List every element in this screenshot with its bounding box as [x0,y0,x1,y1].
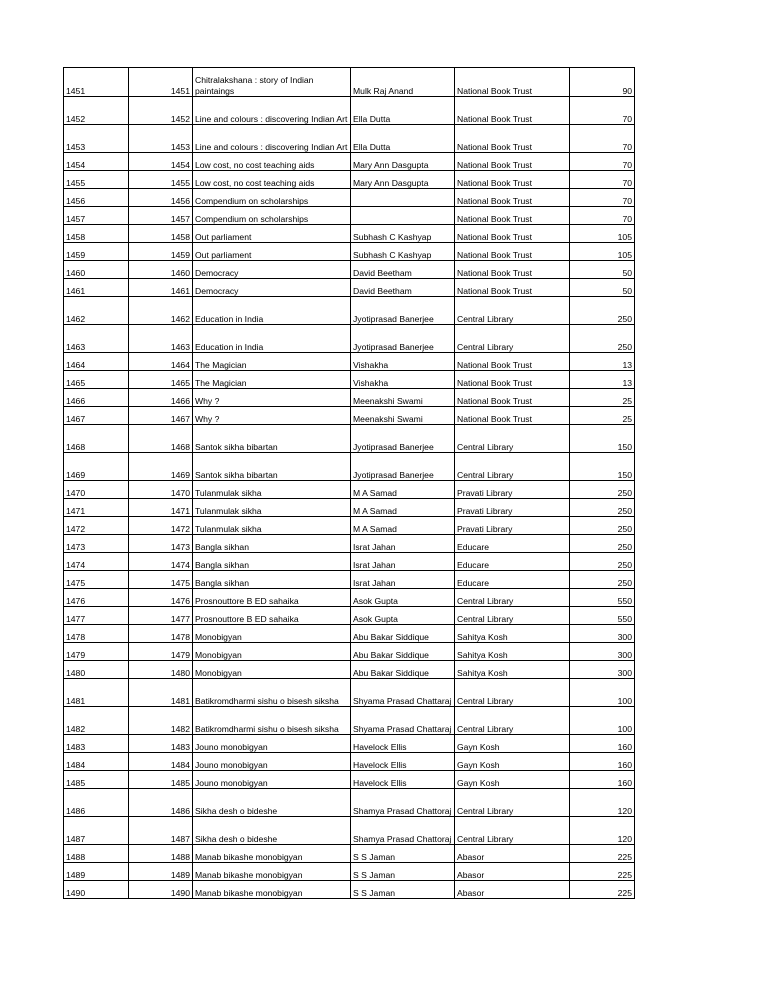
price-cell: 160 [570,753,635,771]
accession-cell: 1472 [129,517,193,535]
table-row [64,553,635,571]
publisher-cell: Central Library [455,325,570,353]
author-cell: Vishakha [351,353,455,371]
price-cell: 70 [570,207,635,225]
serial-cell: 1487 [64,817,129,845]
table-row [64,881,635,899]
price-cell: 250 [570,499,635,517]
publisher-cell: National Book Trust [455,261,570,279]
author-cell: Abu Bakar Siddique [351,625,455,643]
table-row [64,625,635,643]
accession-cell: 1468 [129,425,193,453]
price-cell: 160 [570,735,635,753]
publisher-cell: Central Library [455,817,570,845]
table-row [64,607,635,625]
title-cell: Jouno monobigyan [193,735,351,753]
serial-cell: 1459 [64,243,129,261]
price-cell: 50 [570,261,635,279]
title-cell: Santok sikha bibartan [193,425,351,453]
serial-cell: 1455 [64,171,129,189]
price-cell: 13 [570,371,635,389]
accession-cell: 1477 [129,607,193,625]
price-cell: 105 [570,225,635,243]
price-cell: 160 [570,771,635,789]
title-cell: Manab bikashe monobigyan [193,881,351,899]
publisher-cell: National Book Trust [455,279,570,297]
accession-cell: 1480 [129,661,193,679]
table-row [64,571,635,589]
price-cell: 150 [570,453,635,481]
publisher-cell: National Book Trust [455,125,570,153]
accession-cell: 1452 [129,97,193,125]
title-cell: Monobigyan [193,625,351,643]
title-cell: Bangla sikhan [193,553,351,571]
accession-cell: 1488 [129,845,193,863]
serial-cell: 1470 [64,481,129,499]
serial-cell: 1476 [64,589,129,607]
title-cell: Compendium on scholarships [193,189,351,207]
accession-cell: 1469 [129,453,193,481]
table-row [64,353,635,371]
table-row [64,863,635,881]
publisher-cell: Central Library [455,607,570,625]
author-cell: Israt Jahan [351,571,455,589]
table-row [64,97,635,125]
publisher-cell: National Book Trust [455,171,570,189]
title-cell: Tulanmulak sikha [193,499,351,517]
table-row [64,225,635,243]
serial-cell: 1478 [64,625,129,643]
publisher-cell: Gayn Kosh [455,771,570,789]
price-cell: 70 [570,153,635,171]
price-cell: 250 [570,325,635,353]
title-cell: Santok sikha bibartan [193,453,351,481]
author-cell [351,207,455,225]
table-row [64,261,635,279]
serial-cell: 1488 [64,845,129,863]
publisher-cell: Central Library [455,679,570,707]
accession-cell: 1457 [129,207,193,225]
author-cell: Meenakshi Swami [351,407,455,425]
author-cell: Asok Gupta [351,589,455,607]
author-cell: M A Samad [351,517,455,535]
serial-cell: 1484 [64,753,129,771]
publisher-cell: Educare [455,535,570,553]
accession-cell: 1456 [129,189,193,207]
table-row [64,453,635,481]
title-cell: Manab bikashe monobigyan [193,863,351,881]
author-cell: M A Samad [351,499,455,517]
accession-cell: 1479 [129,643,193,661]
serial-cell: 1468 [64,425,129,453]
price-cell: 25 [570,407,635,425]
serial-cell: 1489 [64,863,129,881]
publisher-cell: National Book Trust [455,97,570,125]
publisher-cell: National Book Trust [455,407,570,425]
serial-cell: 1471 [64,499,129,517]
publisher-cell: Abasor [455,845,570,863]
title-cell: Monobigyan [193,643,351,661]
title-cell: Tulanmulak sikha [193,481,351,499]
price-cell: 120 [570,817,635,845]
publisher-cell: National Book Trust [455,389,570,407]
publisher-cell: Pravati Library [455,517,570,535]
publisher-cell: Sahitya Kosh [455,625,570,643]
serial-cell: 1465 [64,371,129,389]
author-cell: Mulk Raj Anand [351,68,455,97]
table-row [64,243,635,261]
serial-cell: 1467 [64,407,129,425]
catalog-body [64,68,635,899]
serial-cell: 1477 [64,607,129,625]
publisher-cell: Educare [455,553,570,571]
accession-cell: 1458 [129,225,193,243]
accession-cell: 1489 [129,863,193,881]
price-cell: 90 [570,68,635,97]
serial-cell: 1486 [64,789,129,817]
table-row [64,189,635,207]
author-cell: Vishakha [351,371,455,389]
price-cell: 120 [570,789,635,817]
serial-cell: 1451 [64,68,129,97]
price-cell: 70 [570,97,635,125]
table-row [64,481,635,499]
publisher-cell: Abasor [455,863,570,881]
serial-cell: 1461 [64,279,129,297]
serial-cell: 1460 [64,261,129,279]
table-row [64,535,635,553]
serial-cell: 1469 [64,453,129,481]
publisher-cell: Gayn Kosh [455,753,570,771]
title-cell: Jouno monobigyan [193,771,351,789]
author-cell: Shyama Prasad Chattaraj [351,679,455,707]
serial-cell: 1453 [64,125,129,153]
publisher-cell: National Book Trust [455,371,570,389]
author-cell: S S Jaman [351,845,455,863]
accession-cell: 1461 [129,279,193,297]
title-cell: Democracy [193,279,351,297]
author-cell: Mary Ann Dasgupta [351,153,455,171]
publisher-cell: National Book Trust [455,353,570,371]
publisher-cell: Pravati Library [455,481,570,499]
price-cell: 105 [570,243,635,261]
accession-cell: 1490 [129,881,193,899]
author-cell: Shyama Prasad Chattaraj [351,707,455,735]
author-cell: Jyotiprasad Banerjee [351,325,455,353]
publisher-cell: National Book Trust [455,153,570,171]
table-row [64,707,635,735]
price-cell: 100 [570,679,635,707]
author-cell: M A Samad [351,481,455,499]
price-cell: 70 [570,171,635,189]
serial-cell: 1463 [64,325,129,353]
publisher-cell: Sahitya Kosh [455,643,570,661]
title-cell: Batikromdharmi sishu o bisesh siksha [193,679,351,707]
serial-cell: 1456 [64,189,129,207]
accession-cell: 1482 [129,707,193,735]
publisher-cell: Central Library [455,789,570,817]
table-row [64,517,635,535]
serial-cell: 1466 [64,389,129,407]
author-cell: Havelock Ellis [351,753,455,771]
serial-cell: 1454 [64,153,129,171]
accession-cell: 1481 [129,679,193,707]
publisher-cell: Central Library [455,707,570,735]
accession-cell: 1451 [129,68,193,97]
accession-cell: 1465 [129,371,193,389]
author-cell: Meenakshi Swami [351,389,455,407]
price-cell: 150 [570,425,635,453]
author-cell: Shamya Prasad Chattoraj [351,817,455,845]
title-cell: Bangla sikhan [193,571,351,589]
title-cell: Manab bikashe monobigyan [193,845,351,863]
accession-cell: 1466 [129,389,193,407]
price-cell: 50 [570,279,635,297]
table-row [64,643,635,661]
price-cell: 300 [570,643,635,661]
price-cell: 225 [570,881,635,899]
serial-cell: 1472 [64,517,129,535]
title-cell: Bangla sikhan [193,535,351,553]
serial-cell: 1474 [64,553,129,571]
price-cell: 13 [570,353,635,371]
publisher-cell: Central Library [455,589,570,607]
title-cell: Democracy [193,261,351,279]
serial-cell: 1475 [64,571,129,589]
accession-cell: 1462 [129,297,193,325]
title-cell: Low cost, no cost teaching aids [193,153,351,171]
publisher-cell: Central Library [455,425,570,453]
table-row [64,68,635,97]
serial-cell: 1462 [64,297,129,325]
serial-cell: 1480 [64,661,129,679]
author-cell: David Beetham [351,261,455,279]
title-cell: Sikha desh o bideshe [193,817,351,845]
accession-cell: 1459 [129,243,193,261]
table-row [64,325,635,353]
table-row [64,789,635,817]
table-row [64,125,635,153]
price-cell: 300 [570,661,635,679]
table-row [64,207,635,225]
serial-cell: 1479 [64,643,129,661]
title-cell: Out parliament [193,225,351,243]
serial-cell: 1485 [64,771,129,789]
accession-cell: 1471 [129,499,193,517]
price-cell: 550 [570,589,635,607]
author-cell: S S Jaman [351,881,455,899]
serial-cell: 1464 [64,353,129,371]
author-cell: Havelock Ellis [351,771,455,789]
price-cell: 250 [570,571,635,589]
title-cell: Low cost, no cost teaching aids [193,171,351,189]
table-row [64,661,635,679]
table-row [64,297,635,325]
serial-cell: 1481 [64,679,129,707]
table-row [64,735,635,753]
author-cell: David Beetham [351,279,455,297]
accession-cell: 1475 [129,571,193,589]
title-cell: Education in India [193,297,351,325]
author-cell: Abu Bakar Siddique [351,661,455,679]
serial-cell: 1452 [64,97,129,125]
author-cell: Israt Jahan [351,535,455,553]
publisher-cell: Central Library [455,297,570,325]
table-row [64,425,635,453]
title-cell: The Magician [193,371,351,389]
title-cell: Line and colours : discovering Indian Art [193,125,351,153]
author-cell: Abu Bakar Siddique [351,643,455,661]
price-cell: 70 [570,125,635,153]
price-cell: 550 [570,607,635,625]
serial-cell: 1482 [64,707,129,735]
serial-cell: 1457 [64,207,129,225]
price-cell: 70 [570,189,635,207]
accession-cell: 1483 [129,735,193,753]
table-row [64,171,635,189]
title-cell: Jouno monobigyan [193,753,351,771]
book-catalog-table [63,67,635,899]
title-cell: Why ? [193,407,351,425]
publisher-cell: Sahitya Kosh [455,661,570,679]
publisher-cell: Educare [455,571,570,589]
title-cell: Line and colours : discovering Indian Art [193,97,351,125]
publisher-cell: National Book Trust [455,68,570,97]
accession-cell: 1463 [129,325,193,353]
publisher-cell: National Book Trust [455,225,570,243]
table-row [64,279,635,297]
author-cell: Shamya Prasad Chattoraj [351,789,455,817]
price-cell: 250 [570,535,635,553]
title-cell: Compendium on scholarships [193,207,351,225]
price-cell: 250 [570,481,635,499]
table-row [64,817,635,845]
price-cell: 250 [570,553,635,571]
accession-cell: 1470 [129,481,193,499]
title-cell: Batikromdharmi sishu o bisesh siksha [193,707,351,735]
title-cell: Prosnouttore B ED sahaika [193,607,351,625]
author-cell: Subhash C Kashyap [351,243,455,261]
table-row [64,589,635,607]
serial-cell: 1458 [64,225,129,243]
accession-cell: 1454 [129,153,193,171]
accession-cell: 1464 [129,353,193,371]
author-cell: Jyotiprasad Banerjee [351,425,455,453]
price-cell: 250 [570,517,635,535]
title-cell: Out parliament [193,243,351,261]
author-cell: Israt Jahan [351,553,455,571]
publisher-cell: Gayn Kosh [455,735,570,753]
accession-cell: 1467 [129,407,193,425]
accession-cell: 1485 [129,771,193,789]
serial-cell: 1490 [64,881,129,899]
publisher-cell: Abasor [455,881,570,899]
title-cell: The Magician [193,353,351,371]
author-cell [351,189,455,207]
title-cell: Education in India [193,325,351,353]
author-cell: Asok Gupta [351,607,455,625]
accession-cell: 1478 [129,625,193,643]
title-cell: Sikha desh o bideshe [193,789,351,817]
author-cell: Havelock Ellis [351,735,455,753]
publisher-cell: National Book Trust [455,189,570,207]
table-row [64,499,635,517]
accession-cell: 1486 [129,789,193,817]
title-cell: Tulanmulak sikha [193,517,351,535]
author-cell: Jyotiprasad Banerjee [351,453,455,481]
author-cell: S S Jaman [351,863,455,881]
accession-cell: 1455 [129,171,193,189]
title-cell: Why ? [193,389,351,407]
title-cell: Prosnouttore B ED sahaika [193,589,351,607]
price-cell: 100 [570,707,635,735]
accession-cell: 1474 [129,553,193,571]
author-cell: Jyotiprasad Banerjee [351,297,455,325]
price-cell: 225 [570,863,635,881]
author-cell: Ella Dutta [351,125,455,153]
table-row [64,153,635,171]
serial-cell: 1483 [64,735,129,753]
author-cell: Ella Dutta [351,97,455,125]
price-cell: 300 [570,625,635,643]
table-row [64,753,635,771]
table-row [64,679,635,707]
accession-cell: 1484 [129,753,193,771]
publisher-cell: Central Library [455,453,570,481]
serial-cell: 1473 [64,535,129,553]
table-row [64,389,635,407]
accession-cell: 1460 [129,261,193,279]
table-row [64,845,635,863]
price-cell: 25 [570,389,635,407]
accession-cell: 1476 [129,589,193,607]
accession-cell: 1473 [129,535,193,553]
title-cell: Monobigyan [193,661,351,679]
accession-cell: 1453 [129,125,193,153]
price-cell: 225 [570,845,635,863]
author-cell: Subhash C Kashyap [351,225,455,243]
accession-cell: 1487 [129,817,193,845]
publisher-cell: National Book Trust [455,207,570,225]
table-row [64,371,635,389]
price-cell: 250 [570,297,635,325]
publisher-cell: Pravati Library [455,499,570,517]
publisher-cell: National Book Trust [455,243,570,261]
author-cell: Mary Ann Dasgupta [351,171,455,189]
table-row [64,407,635,425]
table-row [64,771,635,789]
title-cell: Chitralakshana : story of Indian paintaings [193,68,351,97]
